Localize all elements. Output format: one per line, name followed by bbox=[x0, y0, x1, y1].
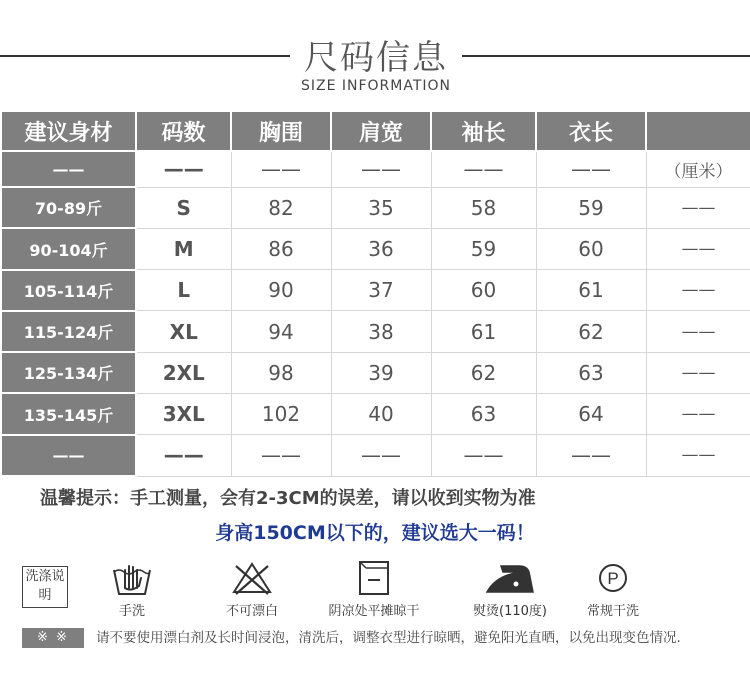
no-bleach-icon bbox=[230, 558, 274, 598]
cell-extra: （厘米） bbox=[646, 151, 750, 187]
cell-build: 115-124斤 bbox=[1, 311, 136, 352]
col-header-build: 建议身材 bbox=[1, 111, 136, 151]
svg-text:P: P bbox=[607, 569, 619, 588]
cell-size: 3XL bbox=[136, 393, 231, 434]
cell-build: 105-114斤 bbox=[1, 270, 136, 311]
cell-chest: 98 bbox=[231, 352, 331, 393]
cell-build: 70-89斤 bbox=[1, 187, 136, 228]
care-item-dry-clean bbox=[553, 558, 673, 619]
cell-sleeve: 61 bbox=[431, 311, 536, 352]
cell-chest: 90 bbox=[231, 270, 331, 311]
care-label: 洗涤说明 bbox=[22, 566, 68, 608]
cell-chest: 86 bbox=[231, 228, 331, 269]
cell-size: 2XL bbox=[136, 352, 231, 393]
cell-shoulder: 35 bbox=[331, 187, 431, 228]
cell-length: 60 bbox=[536, 228, 646, 269]
cell-extra: —— bbox=[646, 393, 750, 434]
col-header-shoulder: 肩宽 bbox=[331, 111, 431, 151]
col-header-length: 衣长 bbox=[536, 111, 646, 151]
size-info-header bbox=[0, 0, 750, 110]
table-row bbox=[1, 435, 750, 476]
cell-extra: —— bbox=[646, 352, 750, 393]
care-caption: 常规干洗 bbox=[586, 604, 639, 619]
cell-build: 125-134斤 bbox=[1, 352, 136, 393]
cell-length: 64 bbox=[536, 393, 646, 434]
care-item-hand-wash bbox=[72, 558, 192, 619]
cell-sleeve: 63 bbox=[431, 393, 536, 434]
care-item-no-bleach bbox=[192, 558, 312, 619]
cell-size: S bbox=[136, 187, 231, 228]
header-rule-left bbox=[0, 55, 290, 57]
cell-shoulder: 39 bbox=[331, 352, 431, 393]
care-instructions bbox=[0, 558, 750, 623]
shade-dry-flat-icon bbox=[352, 558, 396, 598]
hand-wash-icon bbox=[110, 558, 154, 598]
measurement-tip: 温馨提示：手工测量，会有2-3CM的误差，请以收到实物为准 bbox=[40, 488, 536, 509]
cell-sleeve: —— bbox=[431, 435, 536, 476]
cell-size: M bbox=[136, 228, 231, 269]
cell-shoulder: 40 bbox=[331, 393, 431, 434]
cell-shoulder: —— bbox=[331, 435, 431, 476]
cell-sleeve: 59 bbox=[431, 228, 536, 269]
cell-build: 135-145斤 bbox=[1, 393, 136, 434]
cell-length: 61 bbox=[536, 270, 646, 311]
cell-sleeve: —— bbox=[431, 151, 536, 187]
table-row bbox=[1, 228, 750, 269]
cell-chest: 82 bbox=[231, 187, 331, 228]
cell-extra: —— bbox=[646, 228, 750, 269]
table-row bbox=[1, 311, 750, 352]
cell-shoulder: 36 bbox=[331, 228, 431, 269]
cell-build: —— bbox=[1, 435, 136, 476]
cell-chest: —— bbox=[231, 435, 331, 476]
table-row bbox=[1, 393, 750, 434]
cell-length: —— bbox=[536, 151, 646, 187]
col-header-extra bbox=[646, 111, 750, 151]
care-caption: 阴凉处平摊晾干 bbox=[328, 604, 420, 619]
cell-size: XL bbox=[136, 311, 231, 352]
col-header-size: 码数 bbox=[136, 111, 231, 151]
cell-chest: 102 bbox=[231, 393, 331, 434]
page-title: 尺码信息 bbox=[304, 38, 448, 78]
page-subtitle: SIZE INFORMATION bbox=[300, 78, 452, 94]
cell-shoulder: 37 bbox=[331, 270, 431, 311]
cell-shoulder: —— bbox=[331, 151, 431, 187]
cell-extra: —— bbox=[646, 435, 750, 476]
cell-length: 59 bbox=[536, 187, 646, 228]
cell-extra: —— bbox=[646, 270, 750, 311]
note-mark: ※ ※ bbox=[22, 628, 84, 648]
table-row bbox=[1, 352, 750, 393]
cell-size: L bbox=[136, 270, 231, 311]
size-chart-table bbox=[0, 110, 750, 477]
cell-sleeve: 60 bbox=[431, 270, 536, 311]
note-text: 请不要使用漂白剂及长时间浸泡，清洗后，调整衣型进行晾晒，避免阳光直晒，以免出现变色情况. bbox=[96, 630, 681, 646]
cell-chest: —— bbox=[231, 151, 331, 187]
cell-size: —— bbox=[136, 151, 231, 187]
col-header-sleeve: 袖长 bbox=[431, 111, 536, 151]
col-header-chest: 胸围 bbox=[231, 111, 331, 151]
care-caption: 不可漂白 bbox=[225, 604, 278, 619]
cell-build: —— bbox=[1, 151, 136, 187]
cell-chest: 94 bbox=[231, 311, 331, 352]
table-row bbox=[1, 187, 750, 228]
header-rule-right bbox=[462, 55, 750, 57]
care-item-shade-dry bbox=[314, 558, 434, 619]
dry-clean-p-icon bbox=[591, 558, 635, 598]
cell-extra: —— bbox=[646, 311, 750, 352]
cell-sleeve: 62 bbox=[431, 352, 536, 393]
cell-build: 90-104斤 bbox=[1, 228, 136, 269]
height-advice: 身高150CM以下的，建议选大一码！ bbox=[215, 522, 535, 544]
iron-110-icon bbox=[483, 558, 537, 598]
cell-extra: —— bbox=[646, 187, 750, 228]
table-header-row bbox=[1, 111, 750, 151]
cell-size: —— bbox=[136, 435, 231, 476]
cell-length: —— bbox=[536, 435, 646, 476]
care-item-iron bbox=[450, 558, 570, 619]
table-row bbox=[1, 151, 750, 187]
table-row bbox=[1, 270, 750, 311]
cell-sleeve: 58 bbox=[431, 187, 536, 228]
care-caption: 熨烫(110度) bbox=[473, 604, 547, 619]
cell-length: 63 bbox=[536, 352, 646, 393]
care-caption: 手洗 bbox=[118, 604, 145, 619]
cell-shoulder: 38 bbox=[331, 311, 431, 352]
cell-length: 62 bbox=[536, 311, 646, 352]
